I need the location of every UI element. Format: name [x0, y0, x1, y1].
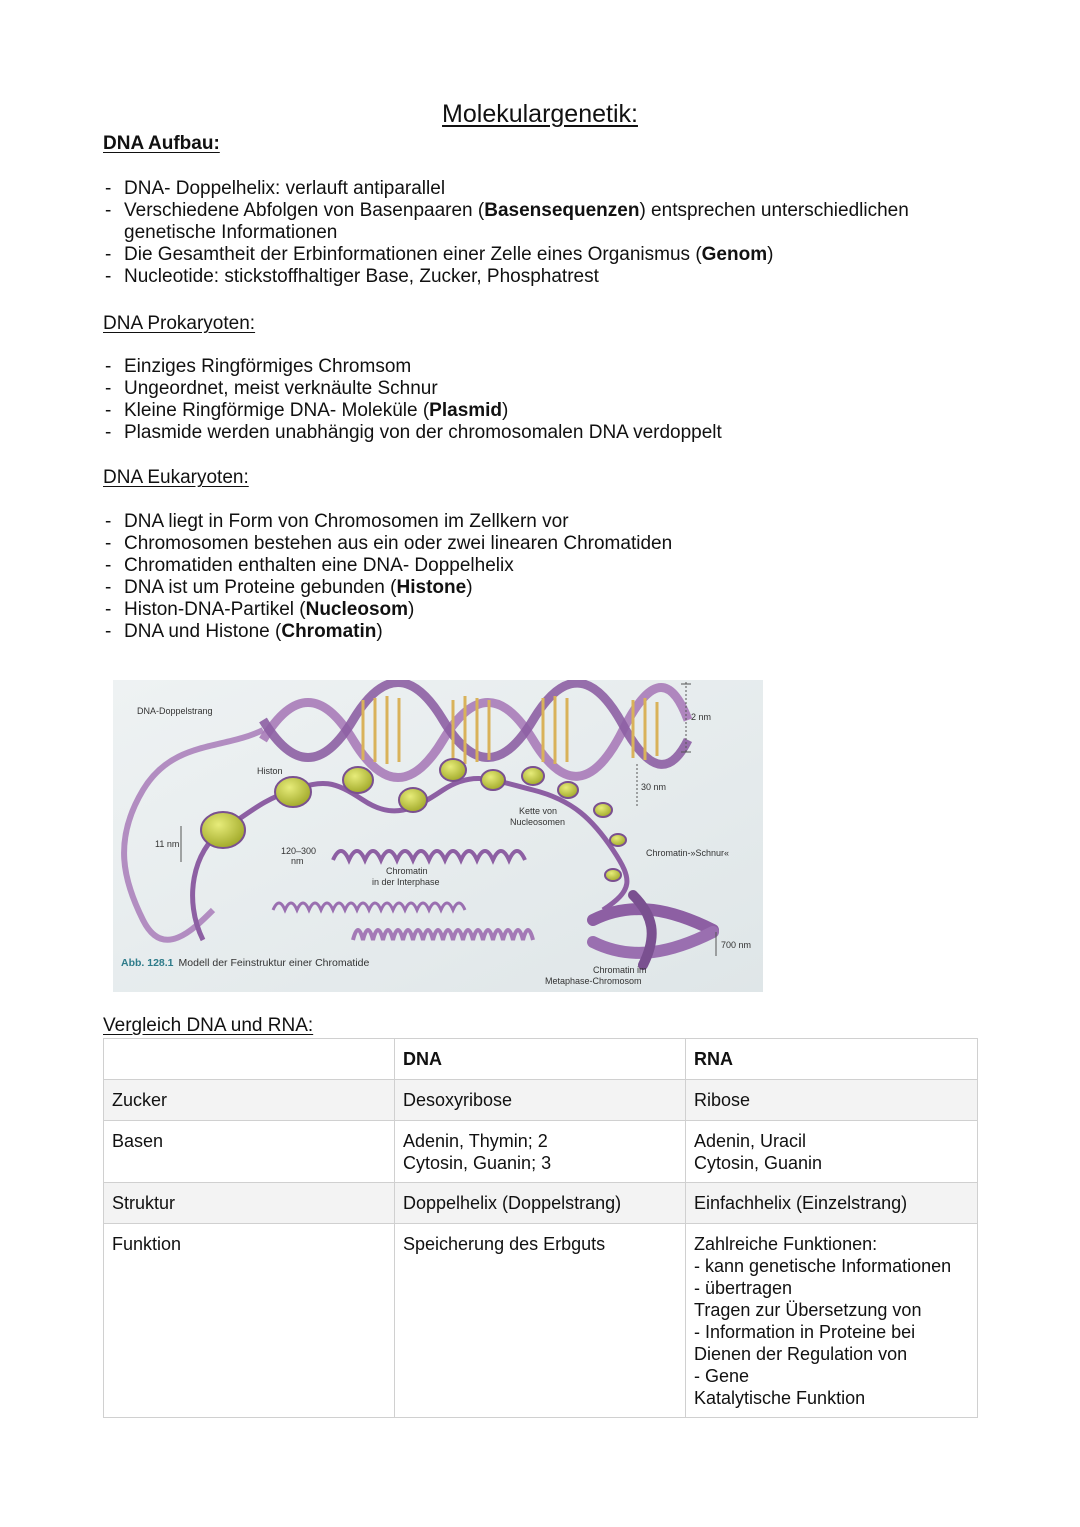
table-cell-rna: Ribose — [686, 1080, 978, 1121]
table-row — [104, 1080, 978, 1121]
list-dna-aufbau — [103, 178, 983, 288]
table-header-cell — [104, 1039, 395, 1080]
label-histon: Histon — [257, 766, 283, 776]
table-row — [104, 1224, 978, 1418]
label-11nm: 11 nm — [155, 839, 180, 849]
list-item: - Chromatiden enthalten eine DNA- Doppelhelix — [103, 555, 983, 577]
label-chromatin-2: in der Interphase — [372, 877, 440, 887]
list-item: - Chromosomen bestehen aus ein oder zwei linearen Chromatiden — [103, 533, 983, 555]
label-2nm: 2 nm — [691, 712, 712, 722]
table-row-label: Funktion — [104, 1224, 395, 1418]
heading-dna-eukaryoten: DNA Eukaryoten: — [103, 467, 249, 488]
label-metaphase-2: Metaphase-Chromosom — [545, 976, 642, 986]
list-item: - Einziges Ringförmiges Chromsom — [103, 356, 983, 378]
chromatide-illustration — [113, 680, 763, 992]
list-item: - Ungeordnet, meist verknäulte Schnur — [103, 378, 983, 400]
heading-vergleich: Vergleich DNA und RNA: — [103, 1015, 314, 1036]
table-cell-dna: Adenin, Thymin; 2 Cytosin, Guanin; 3 — [395, 1121, 686, 1183]
label-120-300: 120–300 — [281, 846, 317, 856]
label-30nm: 30 nm — [641, 782, 667, 792]
caption: Abb. 128.1 Modell der Feinstruktur einer Chromatide — [121, 957, 370, 969]
label-120-300-unit: nm — [291, 856, 304, 866]
table-row-label: Struktur — [104, 1183, 395, 1224]
table-row — [104, 1121, 978, 1183]
table-header-cell: DNA — [395, 1039, 686, 1080]
list-item: - DNA ist um Proteine gebunden (Histone) — [103, 577, 983, 599]
table-cell-rna: Adenin, Uracil Cytosin, Guanin — [686, 1121, 978, 1183]
page-title: Molekulargenetik: — [442, 100, 638, 128]
list-dna-eukaryoten — [103, 511, 983, 643]
list-item: - Die Gesamtheit der Erbinformationen einer Zelle eines Organismus (Genom) — [103, 244, 983, 266]
label-kette-2: Nucleosomen — [510, 817, 566, 827]
label-dna-doppelstrang: DNA-Doppelstrang — [137, 706, 213, 716]
label-metaphase-1: Chromatin im — [593, 965, 647, 975]
heading-dna-aufbau: DNA Aufbau: — [103, 133, 220, 154]
list-dna-prokaryoten — [103, 356, 983, 444]
list-item: - DNA liegt in Form von Chromosomen im Zellkern vor — [103, 511, 983, 533]
list-item: - Histon-DNA-Partikel (Nucleosom) — [103, 599, 983, 621]
table-cell-rna: Zahlreiche Funktionen: - kann genetische Informationen - übertragen Tragen zur Übersetzung von - Information in Proteine bei Dienen der Regulation von - Gene Katalytische Funktion — [686, 1224, 978, 1418]
table-cell-rna: Einfachhelix (Einzelstrang) — [686, 1183, 978, 1224]
label-kette-1: Kette von — [519, 806, 558, 816]
table-cell-dna: Desoxyribose — [395, 1080, 686, 1121]
heading-dna-prokaryoten: DNA Prokaryoten: — [103, 313, 256, 334]
list-item: - DNA- Doppelhelix: verlauft antiparallel — [103, 178, 983, 200]
label-chromatin-schnur: Chromatin-»Schnur« — [646, 848, 730, 858]
chromatide-figure — [113, 680, 763, 992]
table-header-cell: RNA — [686, 1039, 978, 1080]
table-cell-dna: Speicherung des Erbguts — [395, 1224, 686, 1418]
table-row — [104, 1183, 978, 1224]
list-item: - DNA und Histone (Chromatin) — [103, 621, 983, 643]
table-row-label: Zucker — [104, 1080, 395, 1121]
list-item: - Nucleotide: stickstoffhaltiger Base, Zucker, Phosphatrest — [103, 266, 983, 288]
table-cell-dna: Doppelhelix (Doppelstrang) — [395, 1183, 686, 1224]
label-700nm: 700 nm — [721, 940, 752, 950]
comparison-table — [103, 1038, 978, 1418]
list-item: - Plasmide werden unabhängig von der chromosomalen DNA verdoppelt — [103, 422, 983, 444]
table-header-row — [104, 1039, 978, 1080]
list-item: - Verschiedene Abfolgen von Basenpaaren (Basensequenzen) entsprechen unterschiedlichen genetische Informationen — [103, 200, 983, 244]
table-row-label: Basen — [104, 1121, 395, 1183]
list-item: - Kleine Ringförmige DNA- Moleküle (Plasmid) — [103, 400, 983, 422]
label-chromatin-1: Chromatin — [386, 866, 428, 876]
